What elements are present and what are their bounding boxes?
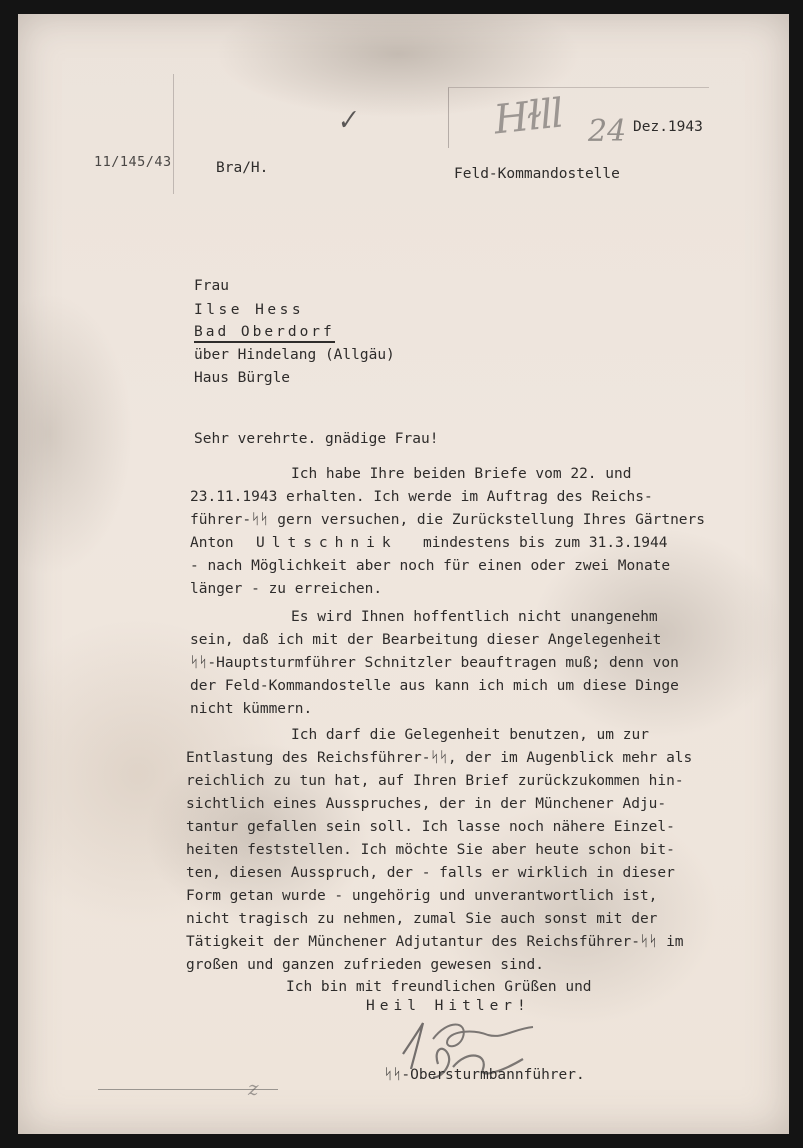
address-line-5: Haus Bürgle <box>194 370 291 386</box>
check-mark: ✓ <box>333 104 361 138</box>
closing-line: Ich bin mit freundlichen Grüßen und <box>286 979 592 995</box>
body-line: tantur gefallen sein soll. Ich lasse noch nähere Einzel- <box>186 819 675 835</box>
body-line: 23.11.1943 erhalten. Ich werde im Auftrag des Reichs- <box>190 489 653 505</box>
dictation-reference: Bra/H. <box>216 160 269 176</box>
body-line: ten, diesen Ausspruch, der - falls er wirklich in dieser <box>186 865 675 881</box>
letter-page <box>18 14 789 1134</box>
body-line: ᛋᛋ-Hauptsturmführer Schnitzler beauftragen muß; denn von <box>190 655 679 671</box>
body-line: länger - zu erreichen. <box>190 581 383 597</box>
body-line: - nach Möglichkeit aber noch für einen oder zwei Monate <box>190 558 671 574</box>
body-line: großen und ganzen zufrieden gewesen sind. <box>186 957 544 973</box>
body-line: sein, daß ich mit der Bearbeitung dieser Angelegenheit <box>190 632 662 648</box>
address-line-3: Bad Oberdorf <box>194 325 335 343</box>
body-line: Entlastung des Reichsführer-ᛋᛋ, der im Augenblick mehr als <box>186 750 693 766</box>
body-line: Ich habe Ihre beiden Briefe vom 22. und <box>291 466 632 482</box>
body-line: Tätigkeit der Münchener Adjutantur des Reichsführer-ᛋᛋ im <box>186 934 684 950</box>
address-line-4: über Hindelang (Allgäu) <box>194 347 395 363</box>
body-line: nicht tragisch zu nehmen, zumal Sie auch sonst mit der <box>186 911 658 927</box>
body-line: reichlich zu tun hat, auf Ihren Brief zurückzukommen hin- <box>186 773 684 789</box>
handwritten-initials-top: Hɫll <box>491 90 564 144</box>
footer-mark: z <box>248 1076 259 1100</box>
address-line-2: Ilse Hess <box>194 302 305 318</box>
letter-date: Dez.1943 <box>633 119 703 135</box>
file-reference: 11/145/43 <box>94 154 172 170</box>
body-line: mindestens bis zum 31.3.1944 <box>423 535 668 551</box>
body-line: heiten feststellen. Ich möchte Sie aber heute schon bit- <box>186 842 675 858</box>
body-line: Ich darf die Gelegenheit benutzen, um zur <box>291 727 649 743</box>
body-line-name: Ultschnik <box>256 535 398 551</box>
sender-location: Feld-Kommandostelle <box>454 166 620 182</box>
salutation: Sehr verehrte. gnädige Frau! <box>194 431 439 447</box>
body-line: nicht kümmern. <box>190 701 313 717</box>
margin-mark <box>173 74 174 194</box>
address-line-1: Frau <box>194 278 229 294</box>
handwritten-date-number: 24 <box>588 114 627 149</box>
signatory-title: ᛋᛋ-Obersturmbannführer. <box>384 1067 585 1083</box>
body-line: der Feld-Kommandostelle aus kann ich mich um diese Dinge <box>190 678 679 694</box>
date-stamp-area <box>448 87 709 148</box>
body-line: sichtlich eines Ausspruches, der in der Münchener Adju- <box>186 796 667 812</box>
body-line: Form getan wurde - ungehörig und unverantwortlich ist, <box>186 888 658 904</box>
body-line: führer-ᛋᛋ gern versuchen, die Zurückstellung Ihres Gärtners <box>190 512 705 528</box>
body-line: Es wird Ihnen hoffentlich nicht unangenehm <box>291 609 658 625</box>
body-line: Anton <box>190 535 234 551</box>
closing-greeting: Heil Hitler! <box>366 998 531 1014</box>
